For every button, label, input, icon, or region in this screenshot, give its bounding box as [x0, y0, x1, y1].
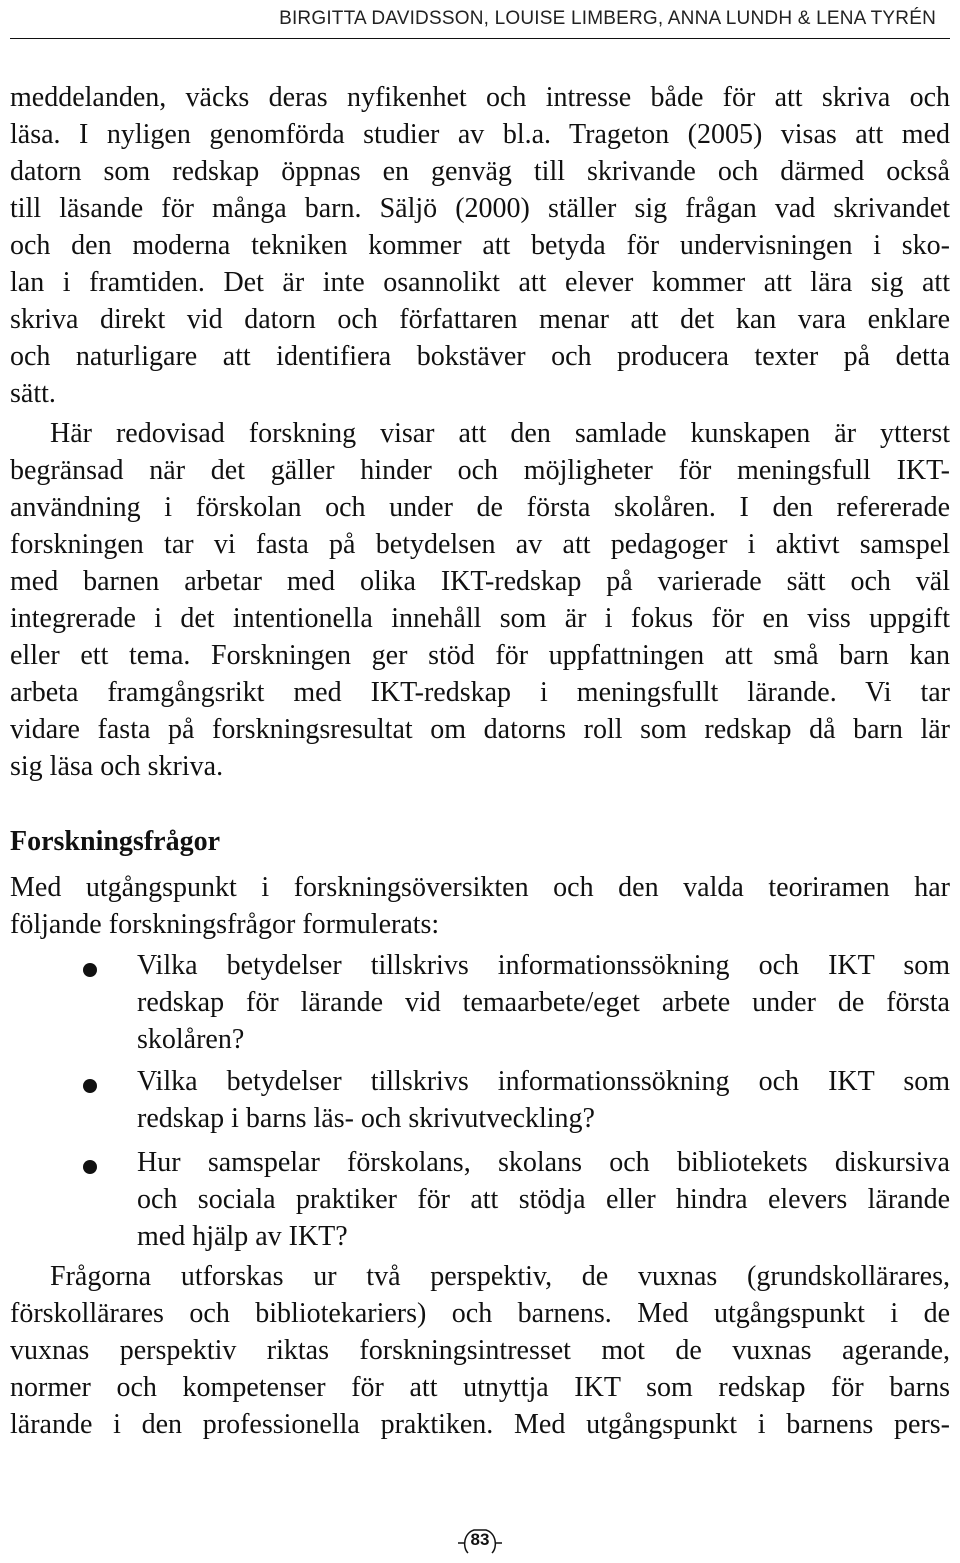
- para2-line-1: Här redovisad forskning visar att den samlade kunskapen är ytterst: [50, 418, 950, 449]
- closing-line-4: normer och kompetenser för att utnyttja IKT som redskap för barns: [10, 1372, 950, 1403]
- para2-line-2: begränsad när det gäller hinder och möjligheter för meningsfull IKT-: [10, 455, 950, 486]
- bullet-marker-1: [83, 963, 97, 977]
- para2-line-7: eller ett tema. Forskningen ger stöd för uppfattningen att små barn kan: [10, 640, 950, 671]
- bullet-1-line-2: redskap för lärande vid temaarbete/eget arbete under de första: [137, 987, 950, 1018]
- para1-line-4: till läsande för många barn. Säljö (2000) ställer sig frågan vad skrivandet: [10, 193, 950, 224]
- para1-line-5: och den moderna tekniken kommer att betyda för undervisningen i sko-: [10, 230, 950, 261]
- closing-line-1: Frågorna utforskas ur två perspektiv, de vuxnas (grundskollärares,: [50, 1261, 950, 1292]
- bullet-3-line-1: Hur samspelar förskolans, skolans och bibliotekets diskursiva: [137, 1147, 950, 1178]
- page-number: [458, 1525, 502, 1559]
- running-header: [10, 0, 950, 39]
- para2-line-9: vidare fasta på forskningsresultat om datorns roll som redskap då barn lär: [10, 714, 950, 745]
- bullet-3-line-2: och sociala praktiker för att stödja eller hindra elevers lärande: [137, 1184, 950, 1215]
- para1-line-6: lan i framtiden. Det är inte osannolikt att elever kommer att lära sig att: [10, 267, 950, 298]
- section-heading: Forskningsfrågor: [10, 826, 220, 857]
- para1-line-1: meddelanden, väcks deras nyfikenhet och intresse både för att skriva och: [10, 82, 950, 113]
- para2-line-8: arbeta framgångsrikt med IKT-redskap i meningsfullt lärande. Vi tar: [10, 677, 950, 708]
- bullet-2-line-2: redskap i barns läs- och skrivutveckling?: [137, 1103, 595, 1134]
- para2-line-5: med barnen arbetar med olika IKT-redskap på varierade sätt och väl: [10, 566, 950, 597]
- closing-line-3: vuxnas perspektiv riktas forskningsintresset mot de vuxnas agerande,: [10, 1335, 950, 1366]
- para1-line-3: datorn som redskap öppnas en genväg till skrivande och därmed också: [10, 156, 950, 187]
- intro-line-2: följande forskningsfrågor formulerats:: [10, 909, 440, 940]
- para1-line-8: och naturligare att identifiera bokstäver och producera texter på detta: [10, 341, 950, 372]
- para1-line-2: läsa. I nyligen genomförda studier av bl.a. Trageton (2005) visas att med: [10, 119, 950, 150]
- bullet-marker-2: [83, 1079, 97, 1093]
- closing-line-2: förskollärares och bibliotekariers) och barnens. Med utgångspunkt i de: [10, 1298, 950, 1329]
- para1-line-9: sätt.: [10, 378, 56, 409]
- bullet-2-line-1: Vilka betydelser tillskrivs informationssökning och IKT som: [137, 1066, 950, 1097]
- bullet-1-line-3: skolåren?: [137, 1024, 245, 1055]
- para2-line-4: forskningen tar vi fasta på betydelsen av att pedagoger i aktivt samspel: [10, 529, 950, 560]
- running-title: BIRGITTA DAVIDSSON, LOUISE LIMBERG, ANNA LUNDH & LENA TYRÉN: [279, 8, 936, 29]
- para2-line-6: integrerade i det intentionella innehåll som är i fokus för en viss uppgift: [10, 603, 950, 634]
- page-number-text: 83: [470, 1530, 490, 1549]
- para2-line-3: användning i förskolan och under de första skolåren. I den refererade: [10, 492, 950, 523]
- bullet-marker-3: [83, 1160, 97, 1174]
- closing-line-5: lärande i den professionella praktiken. Med utgångspunkt i barnens pers-: [10, 1409, 950, 1440]
- intro-line-1: Med utgångspunkt i forskningsöversikten och den valda teoriramen har: [10, 872, 950, 903]
- bullet-1-line-1: Vilka betydelser tillskrivs informationssökning och IKT som: [137, 950, 950, 981]
- bullet-3-line-3: med hjälp av IKT?: [137, 1221, 348, 1252]
- para2-line-10: sig läsa och skriva.: [10, 751, 224, 782]
- para1-line-7: skriva direkt vid datorn och författaren menar att det kan vara enklare: [10, 304, 950, 335]
